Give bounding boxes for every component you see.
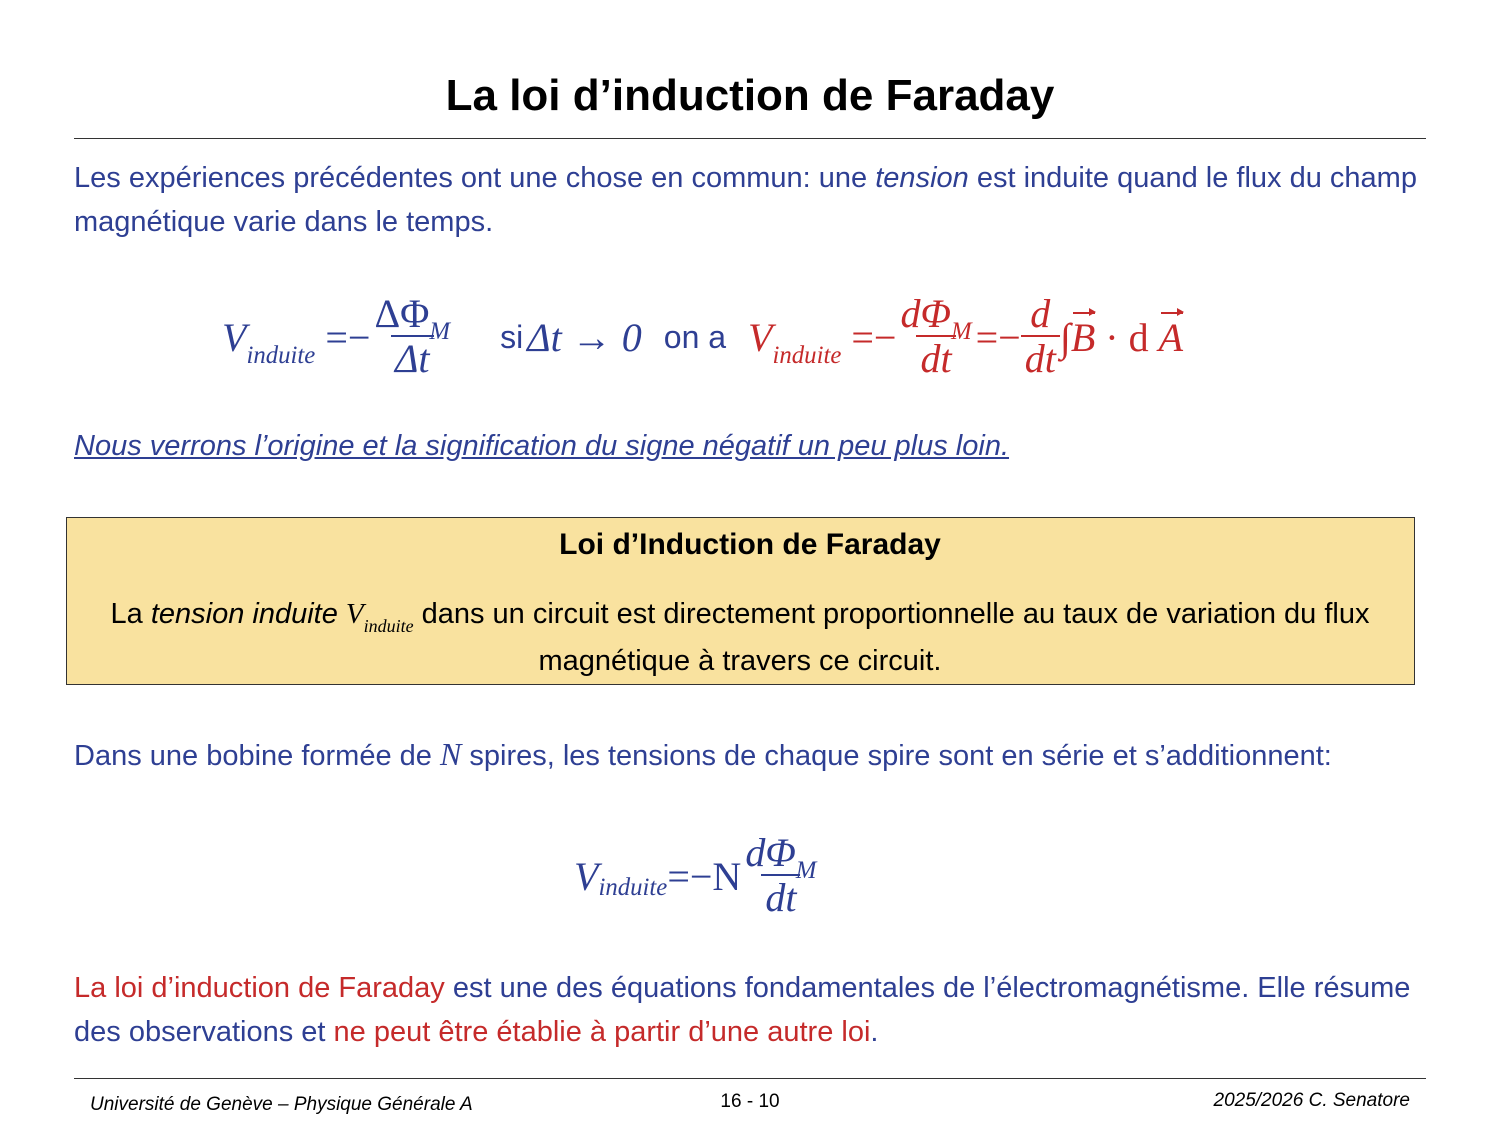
coil-voltage-subscript: induite — [598, 874, 668, 902]
voltage-symbol: V — [222, 314, 247, 360]
footer-divider — [74, 1078, 1426, 1079]
equation-lhs-blue — [222, 314, 371, 369]
equals-minus-2: =− — [975, 314, 1021, 360]
equals-minus-n: =−N — [667, 853, 742, 899]
footer-right: 2025/2026 C. Senatore — [1213, 1090, 1410, 1111]
derivative-fraction — [896, 293, 975, 381]
coil-text-2: spires, les tensions de chaque spire sont en série et s’additionnent: — [461, 740, 1332, 772]
law-voltage-symbol: V — [345, 598, 364, 630]
coil-voltage-symbol: V — [574, 853, 599, 899]
equals-minus-red: =− — [841, 314, 897, 360]
law-box-title: Loi d’Induction de Faraday — [559, 528, 941, 561]
flux-integral — [1060, 314, 1183, 361]
intro-emphasis: tension — [875, 162, 969, 194]
voltage-subscript-red: induite — [772, 341, 842, 369]
d-numerator: d — [1030, 291, 1051, 336]
footer-left: Université de Genève – Physique Générale A — [90, 1094, 473, 1115]
intro-paragraph — [74, 156, 1426, 244]
law-text-rest: dans un circuit est directement proportionnelle au taux de variation du flux magnétique à travers ce circuit. — [413, 598, 1370, 677]
dt: dt — [916, 335, 955, 381]
conclusion-red-2: ne peut être établie à partir d’une autre loi — [333, 1016, 871, 1048]
page-number: 16 - 10 — [720, 1091, 780, 1112]
coil-equation — [574, 826, 820, 926]
d-phi: dΦ — [900, 291, 951, 336]
sign-note: Nous verrons l’origine et la signification du signe négatif un peu plus loin. — [74, 430, 1010, 462]
conclusion-blue-1: est une des équations fondamentales de l’électromagnétisme. Elle résume des observations et — [74, 972, 1411, 1048]
equation-rhs-red — [748, 314, 897, 369]
equals-minus: =− — [315, 314, 371, 360]
law-text-la: La — [110, 598, 151, 630]
faraday-equation — [222, 282, 1183, 392]
coil-paragraph — [74, 732, 1366, 778]
coil-phi-subscript: M — [795, 857, 817, 885]
intro-text-1: Les expériences précédentes ont une chose en commun: une — [74, 162, 876, 194]
phi-subscript: M — [429, 318, 451, 346]
coil-d-phi: dΦ — [745, 830, 796, 875]
dot-d: · d — [1095, 314, 1159, 360]
coil-n-symbol: N — [439, 736, 462, 772]
phi-subscript-red: M — [950, 318, 972, 346]
title-divider — [74, 138, 1426, 139]
coil-text-1: Dans une bobine formée de — [74, 740, 440, 772]
coil-derivative-fraction — [741, 832, 820, 920]
intro-text-2: est induite quand le flux du champ magnétique varie dans le temps. — [74, 162, 1417, 238]
law-box-text — [80, 592, 1400, 683]
delta-t: Δt — [391, 335, 434, 381]
delta-fraction — [370, 293, 454, 381]
si-label: si — [500, 318, 524, 355]
law-voltage-subscript: induite — [363, 615, 414, 636]
conclusion-blue-2: . — [870, 1016, 879, 1048]
vector-a: A — [1158, 314, 1184, 360]
conclusion-paragraph — [74, 966, 1426, 1054]
integral-sign: ∫ — [1059, 314, 1071, 360]
voltage-symbol-red: V — [748, 314, 773, 360]
delta-phi: ΔΦ — [374, 291, 430, 336]
coil-dt: dt — [761, 874, 800, 920]
on-a-label: on a — [663, 318, 727, 355]
conclusion-red-1: La loi d’induction de Faraday — [74, 972, 445, 1004]
law-text-emphasis: tension induite — [150, 598, 346, 630]
vector-b: B — [1070, 314, 1096, 360]
d-dt-operator — [1021, 293, 1060, 381]
slide-title: La loi d’induction de Faraday — [445, 71, 1055, 120]
limit-expression: Δt → 0 — [527, 314, 642, 360]
voltage-subscript: induite — [246, 341, 316, 369]
dt-denominator: dt — [1021, 335, 1060, 381]
